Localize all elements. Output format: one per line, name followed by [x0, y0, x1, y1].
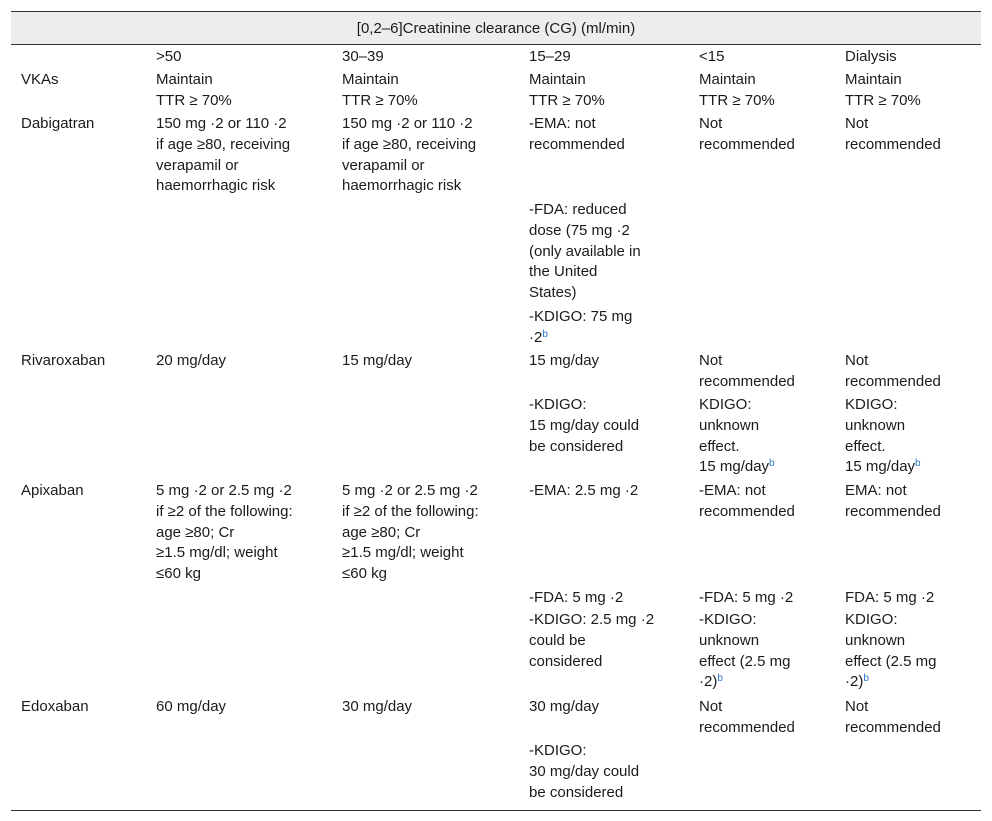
table-cell: Maintain TTR ≥ 70%: [699, 71, 775, 109]
table-cell: -EMA: 2.5 mg ·2: [529, 482, 639, 499]
cell-text: -KDIGO: unknown effect (2.5 mg ·2): [699, 611, 791, 691]
cell-text: KDIGO: unknown effect. 15 mg/day: [699, 396, 770, 476]
row-label-rivaroxaban: Rivaroxaban: [21, 352, 106, 369]
table-cell: -FDA: reduced dose (75 mg ·2 (only available in the United States): [529, 201, 641, 302]
row-label-apixaban: Apixaban: [21, 482, 84, 499]
table-cell: Not recommended: [845, 352, 941, 390]
cell-text: KDIGO: unknown effect. 15 mg/day: [845, 396, 916, 476]
table-cell: FDA: 5 mg ·2: [845, 589, 935, 606]
table-cell: -KDIGO: 15 mg/day could be considered: [529, 396, 640, 455]
table-cell: -EMA: not recommended: [529, 115, 625, 153]
table-cell: Maintain TTR ≥ 70%: [845, 71, 921, 109]
table-cell-footnoted: [529, 307, 632, 349]
table-cell: Not recommended: [845, 115, 941, 153]
footnote-ref[interactable]: b: [863, 673, 869, 685]
footnote-ref[interactable]: b: [915, 458, 921, 470]
table-cell-footnoted: [699, 395, 775, 478]
table-cell: Not recommended: [699, 698, 795, 736]
table-super-header: [11, 12, 981, 45]
table-cell: -EMA: not recommended: [699, 482, 795, 520]
row-label-vkas: VKAs: [21, 71, 59, 88]
column-header-lt15: <15: [699, 48, 725, 65]
table-cell: 60 mg/day: [156, 698, 227, 715]
table-cell: Maintain TTR ≥ 70%: [529, 71, 605, 109]
table-cell: Not recommended: [699, 115, 795, 153]
table-cell-footnoted: [699, 610, 790, 693]
table-cell: Not recommended: [845, 698, 941, 736]
column-header-30-39: 30–39: [342, 48, 384, 65]
table-cell: Not recommended: [699, 352, 795, 390]
table-cell: Maintain TTR ≥ 70%: [342, 71, 418, 109]
table-cell-footnoted: [845, 610, 936, 693]
column-header-gt50: >50: [156, 48, 182, 65]
table-cell: 15 mg/day: [529, 352, 600, 369]
column-header-15-29: 15–29: [529, 48, 571, 65]
footnote-ref[interactable]: b: [542, 328, 548, 340]
super-header-label: [0,2–6]Creatinine clearance (CG) (ml/min): [356, 20, 636, 37]
table-cell: 150 mg ·2 or 110 ·2 if age ≥80, receiving verapamil or haemorrhagic risk: [342, 115, 477, 195]
table-cell: -FDA: 5 mg ·2: [699, 589, 794, 606]
table-cell: -KDIGO: 30 mg/day could be considered: [529, 742, 640, 801]
table-cell: 20 mg/day: [156, 352, 227, 369]
footnote-ref[interactable]: b: [717, 673, 723, 685]
table-cell: EMA: not recommended: [845, 482, 941, 520]
table-cell: 30 mg/day: [529, 698, 600, 715]
table-cell: Maintain TTR ≥ 70%: [156, 71, 232, 109]
table-cell: 15 mg/day: [342, 352, 413, 369]
cell-text: KDIGO: unknown effect (2.5 mg ·2): [845, 611, 937, 691]
table-cell: 5 mg ·2 or 2.5 mg ·2 if ≥2 of the following: age ≥80; Cr ≥1.5 mg/dl; weight ≤60 kg: [342, 482, 479, 583]
table-cell: 150 mg ·2 or 110 ·2 if age ≥80, receiving verapamil or haemorrhagic risk: [156, 115, 291, 195]
table-cell: 5 mg ·2 or 2.5 mg ·2 if ≥2 of the following: age ≥80; Cr ≥1.5 mg/dl; weight ≤60 kg: [156, 482, 293, 583]
footnote-ref[interactable]: b: [769, 458, 775, 470]
table-cell: 30 mg/day: [342, 698, 413, 715]
row-label-dabigatran: Dabigatran: [21, 115, 95, 132]
row-label-edoxaban: Edoxaban: [21, 698, 89, 715]
column-header-dialysis: Dialysis: [845, 48, 897, 65]
clearance-dosing-table: [11, 11, 981, 811]
table-cell-footnoted: [845, 395, 921, 478]
table-cell: -KDIGO: 2.5 mg ·2 could be considered: [529, 611, 655, 670]
cell-text: -KDIGO: 75 mg ·2: [529, 308, 633, 346]
table-cell: -FDA: 5 mg ·2: [529, 589, 624, 606]
